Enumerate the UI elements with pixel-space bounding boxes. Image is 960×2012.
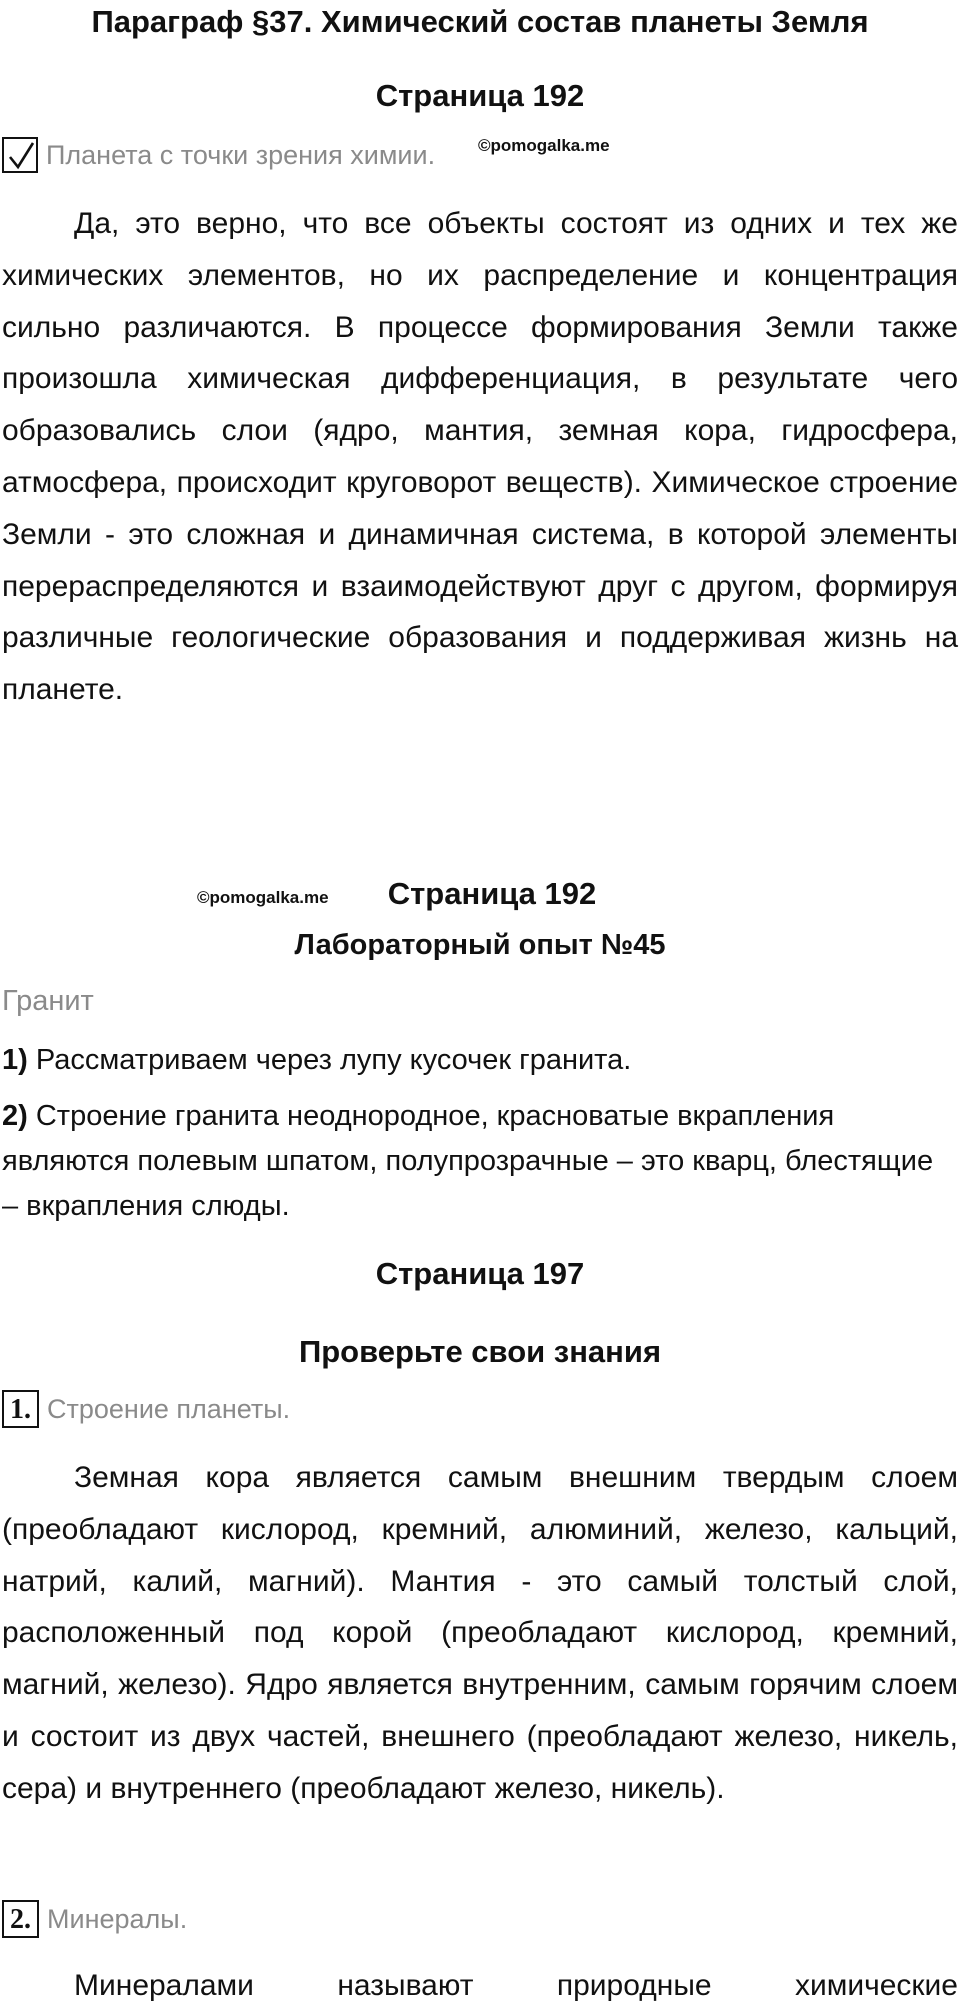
step-number: 1) — [2, 1044, 28, 1076]
step-text: Строение гранита неоднородное, красноватые вкрапления являются полевым шпатом, полупрозрачные – это кварц, блестящие – вкрапления слюды. — [2, 1100, 934, 1222]
question-number-box: 1. — [2, 1390, 39, 1428]
check-heading: Проверьте свои знания — [298, 1334, 662, 1369]
question-label: Минералы. — [47, 1904, 188, 1934]
task-label: Планета с точки зрения химии. — [46, 140, 436, 170]
watermark: ©pomogalka.me — [478, 136, 610, 155]
page-title: Параграф §37. Химический состав планеты Земля — [91, 4, 869, 39]
question-line — [2, 1386, 290, 1432]
question-line — [2, 1896, 187, 1942]
question-number-box: 2. — [2, 1900, 39, 1938]
answer-paragraph: Минералами называют природные химические — [74, 1969, 958, 2002]
step-number: 2) — [2, 1100, 28, 1132]
task-line — [2, 132, 435, 178]
question-label: Строение планеты. — [47, 1394, 291, 1424]
section-page-heading: Страница 197 — [375, 1256, 585, 1291]
lab-step — [2, 1094, 952, 1229]
checkmark-box-icon — [2, 137, 38, 173]
section-page-heading: Страница 192 — [387, 876, 597, 911]
answer-paragraph: Да, это верно, что все объекты состоят из одних и тех же химических элементов, но их распределение и концентрация сильно различаются. В процессе формирования Земли также произошла химическая дифференциация, в результате чего образовались слои (ядро, мантия, земная кора, гидросфера, атмосфера, происходит круговорот веществ). Химическое строение Земли - это сложная и динамичная система, в которой элементы перераспределяются и взаимодействуют друг с другом, формируя различные геологические образования и поддерживая жизнь на планете. — [2, 207, 958, 707]
lab-label: Гранит — [2, 985, 94, 1017]
section-page-heading: Страница 192 — [375, 78, 585, 113]
watermark: ©pomogalka.me — [197, 888, 329, 907]
lab-step — [2, 1038, 952, 1083]
lab-heading: Лабораторный опыт №45 — [294, 929, 666, 961]
answer-paragraph: Земная кора является самым внешним твердым слоем (преобладают кислород, кремний, алюминий, железо, кальций, натрий, калий, магний). Мантия - это самый толстый слой, расположенный под корой (преобладают кислород, кремний, магний, железо). Ядро является внутренним, самым горячим слоем и состоит из двух частей, внешнего (преобладают железо, никель, сера) и внутреннего (преобладают железо, никель). — [2, 1461, 958, 1805]
step-text: Рассматриваем через лупу кусочек гранита. — [27, 1044, 632, 1076]
